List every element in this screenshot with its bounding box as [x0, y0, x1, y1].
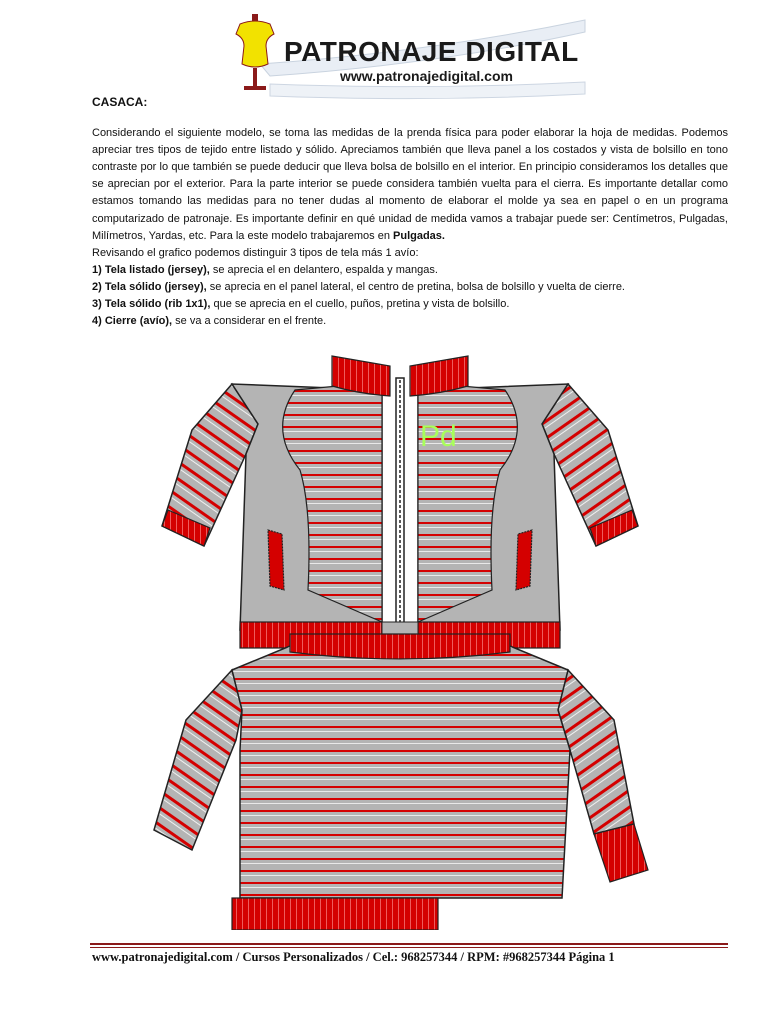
- front-left-pocket: [268, 530, 284, 590]
- list-item: [92, 279, 728, 296]
- item-label: Tela listado (jersey),: [104, 263, 210, 276]
- footer-rule: [90, 943, 728, 945]
- back-right-cuff: [594, 824, 648, 882]
- item-number: 3): [92, 298, 102, 311]
- jacket-front: [162, 356, 638, 648]
- header-logo: [230, 12, 590, 100]
- item-label: Tela sólido (jersey),: [104, 280, 207, 293]
- section-title: CASACA:: [92, 95, 148, 109]
- intro-paragraph: [92, 125, 728, 245]
- jacket-illustration: [150, 350, 670, 930]
- list-item: [92, 262, 728, 279]
- list-item: [92, 313, 728, 330]
- front-right-pocket: [516, 530, 532, 590]
- back-body: [232, 646, 570, 898]
- brand-url[interactable]: www.patronajedigital.com: [340, 68, 513, 84]
- intro-text: Considerando el siguiente modelo, se toma las medidas de la prenda física para poder elaborar la hoja de medidas. Podemos apreciar tres tipos de tejido entre listado y sólido. Apreciamos también que lleva panel a los costados y vista de bolsillo en tono contraste por lo que también se puede deducir que lleva bolsa de bolsillo en el interior. En principio consideramos los detalles que se aprecian por el exterior. Para la parte interior se puede considera también vuelta para el cierra. Es importante detallar como estamos tomando las medidas para no tener dudas al momento de elaborar el molde ya sea en papel o en un programa computarizado de patronaje. Es importante definir en qué unidad de medida vamos a trabajar puede ser: Centímetros, Pulgadas, Milímetros, Yardas, etc. Para la este modelo trabajaremos en: [92, 127, 728, 242]
- item-text: que se aprecia en el cuello, puños, pretina y vista de bolsillo.: [213, 298, 510, 311]
- item-number: 4): [92, 315, 102, 328]
- item-text: se va a considerar en el frente.: [175, 315, 327, 328]
- chest-logo: Pd: [420, 420, 457, 453]
- fabric-list: [92, 262, 728, 330]
- item-label: Tela sólido (rib 1x1),: [104, 298, 211, 311]
- intro-unit: Pulgadas.: [393, 229, 445, 242]
- brand-title: PATRONAJE DIGITAL: [284, 36, 579, 67]
- item-number: 2): [92, 280, 102, 293]
- document-body: [92, 94, 728, 330]
- item-number: 1): [92, 263, 102, 276]
- item-text: se aprecia en el panel lateral, el centro de pretina, bolsa de bolsillo y vuelta de cierre.: [209, 280, 625, 293]
- back-waistband: [232, 898, 438, 930]
- jacket-back: [154, 634, 648, 930]
- summary-line: Revisando el grafico podemos distinguir 3 tipos de tela más 1 avío:: [92, 246, 419, 259]
- footer-text: www.patronajedigital.com / Cursos Personalizados / Cel.: 968257344 / RPM: #968257344 Página 1: [92, 950, 615, 964]
- item-label: Cierre (avío),: [104, 315, 173, 328]
- back-left-sleeve: [154, 670, 242, 850]
- jacket-flats-svg: [150, 350, 670, 930]
- item-text: se aprecia el en delantero, espalda y mangas.: [212, 263, 438, 276]
- footer-rule-thin: [90, 947, 728, 948]
- back-collar: [290, 634, 510, 659]
- mannequin-icon: [236, 14, 274, 90]
- list-item: [92, 296, 728, 313]
